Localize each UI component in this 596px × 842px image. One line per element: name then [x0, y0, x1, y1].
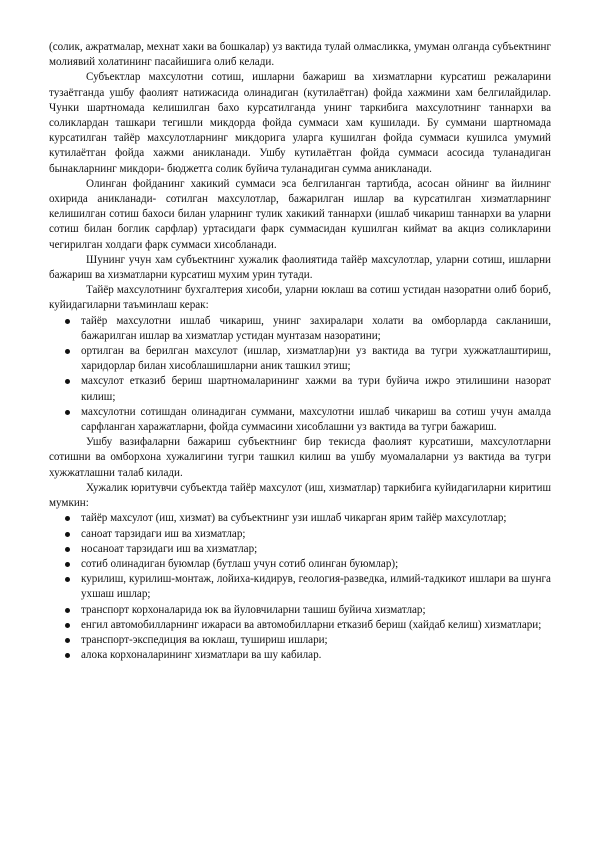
paragraph: Олинган фойданинг хакикий суммаси эса белгиланган тартибда, асосан ойнинг ва йилнинг охирида аникланади- сотилган махсулотлар, бажарилган ишлар ва курсатилган хизматларнинг келишилган сотиш бахоси билан уларнинг тулик хакикий таннархи (ишлаб чикариш таннархи ва уларни сотиш билан боглик сарфлар) уртасидаги фарк суммасидан кушилган киймат ва акциз соликларини чегирилган холдаги фарк суммаси хисобланади.: [49, 177, 551, 251]
list-item: тайёр махсулотни ишлаб чикариш, унинг захиралари холати ва омборларда сакланиши, бажарилган ишлар ва хизматлар устидан мунтазам назоратини;: [49, 314, 551, 344]
paragraph-group-middle: [49, 435, 551, 511]
list-item: курилиш, курилиш-монтаж, лойиха-кидирув, геология-разведка, илмий-тадкикот ишлари ва шунга ухшаш ишлар;: [49, 572, 551, 602]
list-item: саноат тарзидаги иш ва хизматлар;: [49, 527, 551, 542]
list-item: транспорт корхоналарида юк ва йуловчиларни ташиш буйича хизматлар;: [49, 603, 551, 618]
requirements-list: [49, 314, 551, 436]
list-item: енгил автомобилларнинг ижараси ва автомобилларни етказиб бериш (хайдаб келиш) хизматлари;: [49, 618, 551, 633]
list-item: махсулот етказиб бериш шартномаларининг хажми ва тури буйича ижро этилишини назорат килиш;: [49, 374, 551, 404]
paragraph: Тайёр махсулотнинг бухгалтерия хисоби, уларни юклаш ва сотиш устидан назоратни олиб бориб, куйидагиларни таъминлаш керак:: [49, 284, 551, 312]
list-item: ортилган ва берилган махсулот (ишлар, хизматлар)ни уз вактида ва тугри хужжатлаштириш, харидорлар билан хисоблашишларни аник ташкил этиш;: [49, 344, 551, 374]
list-item: сотиб олинадиган буюмлар (бутлаш учун сотиб олинган буюмлар);: [49, 557, 551, 572]
document-body: [49, 40, 551, 663]
paragraph: Ушбу вазифаларни бажариш субъектнинг бир текисда фаолият курсатиши, махсулотларни сотишни ва омборхона хужалигини тугри ташкил килиш ва ушбу муомалаларни уз вактида ва тугри хужжатлашни талаб килади.: [49, 436, 551, 479]
list-item: тайёр махсулот (иш, хизмат) ва субъектнинг узи ишлаб чикарган ярим тайёр махсулотлар;: [49, 511, 551, 526]
paragraph: (солик, ажратмалар, мехнат хаки ва бошкалар) уз вактида тулай олмасликка, умуман олганда субъектнинг молиявий холатининг пасайишига олиб келади.: [49, 41, 551, 69]
paragraph-group-intro: [49, 40, 551, 314]
finished-product-list: [49, 511, 551, 663]
list-item: махсулотни сотишдан олинадиган суммани, махсулотни ишлаб чикариш ва сотиш учун амалда сарфланган харажатларни, фойда суммасини хисоблашни уз вактида ва тугри бажариш.: [49, 405, 551, 435]
list-item: носаноат тарзидаги иш ва хизматлар;: [49, 542, 551, 557]
paragraph: Хужалик юритувчи субъектда тайёр махсулот (иш, хизматлар) таркибига куйидагиларни киритиш мумкин:: [49, 481, 551, 510]
paragraph: Шунинг учун хам субъектнинг хужалик фаолиятида тайёр махсулотлар, уларни сотиш, ишларни бажариш ва хизматларни курсатиш мухим урин тутади.: [49, 253, 551, 282]
paragraph: Субъектлар махсулотни сотиш, ишларни бажариш ва хизматларни курсатиш режаларини тузаётганда ушбу фаолият натижасида олинадиган (кутилаётган) фойда хажмини хам белгилайдилар. Чунки шартномада келишилган бахо курсатилганда унинг таркибига махсулотнинг таннархи ва соликлардан ташкари тегишли микдорда фойда суммаси хам кушилади. Бу суммани шартномада курсатилган тайёр махсулотларнинг микдорига уларга кушилган фойда суммаси кушилса умумий кутилаётган фойда хажми аникланади. Ушбу кутилаётган фойда суммаси асосида туланадиган бынакларнинг микдори- бюджетга солик буйича туланадиган сумма аникланади.: [49, 71, 551, 175]
list-item: транспорт-экспедиция ва юклаш, тушириш ишлари;: [49, 633, 551, 648]
list-item: алока корхоналарининг хизматлари ва шу кабилар.: [49, 648, 551, 663]
